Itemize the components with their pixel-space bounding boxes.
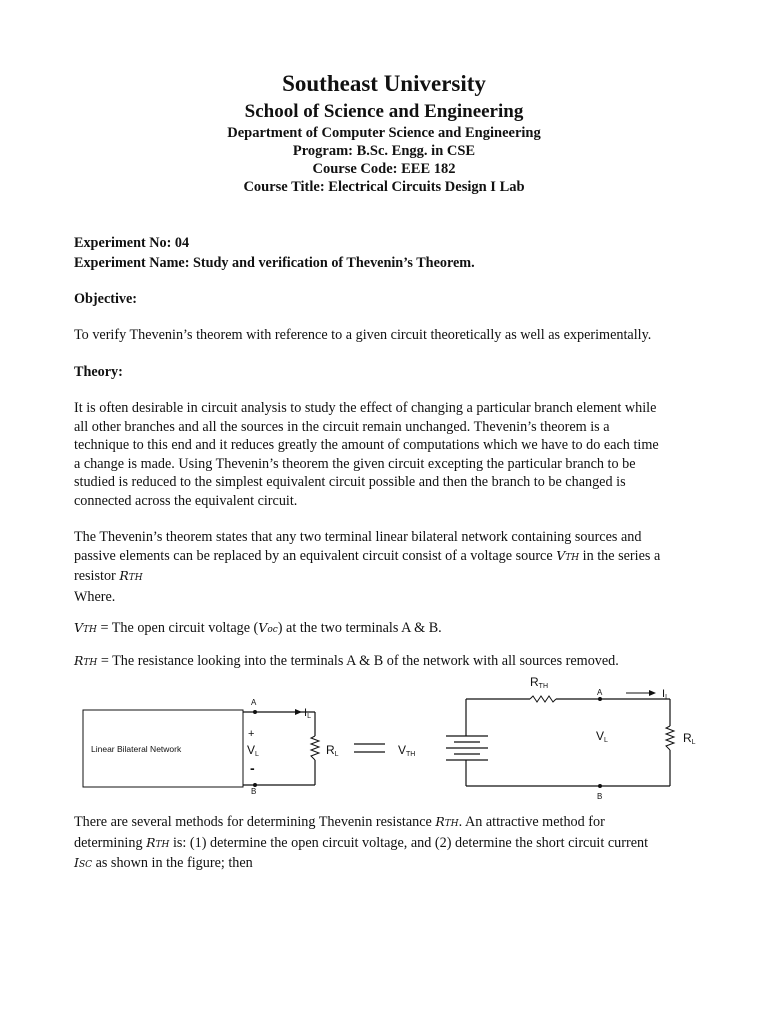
load-voltage-label: VL <box>247 743 259 758</box>
load-resistor-label-right: RL <box>683 731 696 746</box>
paragraph-line: The Thevenin’s theorem states that any two terminal linear bilateral network containing sources and <box>74 529 642 545</box>
theory-paragraph-3 <box>74 813 724 875</box>
terminal-a-dot-right <box>598 697 602 701</box>
vth-definition: VTH = The open circuit voltage (Voc) at the two terminals A & B. <box>74 620 442 636</box>
theory-paragraph-1 <box>74 399 724 511</box>
terminal-a-label-right: A <box>597 688 603 697</box>
thevenin-circuit-diagram <box>0 670 768 806</box>
paragraph-line: There are several methods for determining Thevenin resistance RTH. An attractive method for <box>74 814 605 830</box>
school-title: School of Science and Engineering <box>244 101 524 122</box>
terminal-a-label: A <box>251 698 257 707</box>
network-label: Linear Bilateral Network <box>91 744 182 754</box>
terminal-b-dot-right <box>598 784 602 788</box>
rth-symbol: RTH <box>119 568 143 584</box>
current-label: IL <box>304 707 311 720</box>
minus-sign: - <box>250 760 255 776</box>
theory-heading: Theory: <box>74 364 123 380</box>
paragraph-line: determining RTH is: (1) determine the open circuit voltage, and (2) determine the short circuit current <box>74 834 649 851</box>
theory-paragraph-2 <box>74 528 724 606</box>
vth-source-label: VTH <box>398 743 416 758</box>
paragraph-line: a change is made. Using Thevenin’s theorem the given circuit excepting the particular branch to be <box>74 455 636 472</box>
current-label-right: IL <box>662 688 669 701</box>
paragraph-line: studied is reduced to the simplest equivalent circuit possible and then the branch to be changed is <box>74 474 626 491</box>
paragraph-line: It is often desirable in circuit analysis to study the effect of changing a particular branch element while <box>74 400 657 416</box>
terminal-b-label: B <box>251 787 257 796</box>
load-resistor-right <box>666 726 674 750</box>
terminal-b-label-right: B <box>597 792 603 801</box>
experiment-name: Experiment Name: Study and verification of Thevenin’s Theorem. <box>74 255 475 271</box>
department-line: Department of Computer Science and Engineering <box>227 125 541 141</box>
rth-label: RTH <box>530 675 549 690</box>
thevenin-resistor <box>530 696 556 702</box>
load-resistor-left <box>311 736 319 760</box>
terminal-a-dot <box>253 710 257 714</box>
paragraph-line: all other branches and all the sources in the circuit remain unchanged. Thevenin’s theorem is a <box>74 418 610 435</box>
program-line: Program: B.Sc. Engg. in CSE <box>292 143 476 159</box>
objective-heading: Objective: <box>74 291 138 307</box>
course-code-line: Course Code: EEE 182 <box>312 161 456 177</box>
plus-sign: + <box>248 728 255 740</box>
battery-icon <box>446 736 488 760</box>
load-voltage-label-right: VL <box>596 729 608 744</box>
paragraph-line: connected across the equivalent circuit. <box>74 492 298 509</box>
paragraph-line: technique to this end and it reduces greatly the amount of computations which we have to do each time <box>74 437 659 454</box>
paragraph-line: Where. <box>74 588 116 605</box>
paragraph-line: passive elements can be replaced by an equivalent circuit consist of a voltage source VTH in the series a <box>74 547 661 564</box>
course-title-line: Course Title: Electrical Circuits Design I Lab <box>243 179 525 195</box>
rth-definition: RTH = The resistance looking into the terminals A & B of the network with all sources removed. <box>74 653 619 669</box>
experiment-number: Experiment No: 04 <box>74 235 190 251</box>
paragraph-line: ISC as shown in the figure; then <box>74 855 253 872</box>
paragraph-line: resistor RTH <box>74 568 143 585</box>
university-title: Southeast University <box>282 71 486 96</box>
load-resistor-label: RL <box>326 743 339 758</box>
objective-text: To verify Thevenin’s theorem with reference to a given circuit theoretically as well as experimentally. <box>74 327 652 343</box>
vth-symbol: VTH <box>556 547 580 563</box>
